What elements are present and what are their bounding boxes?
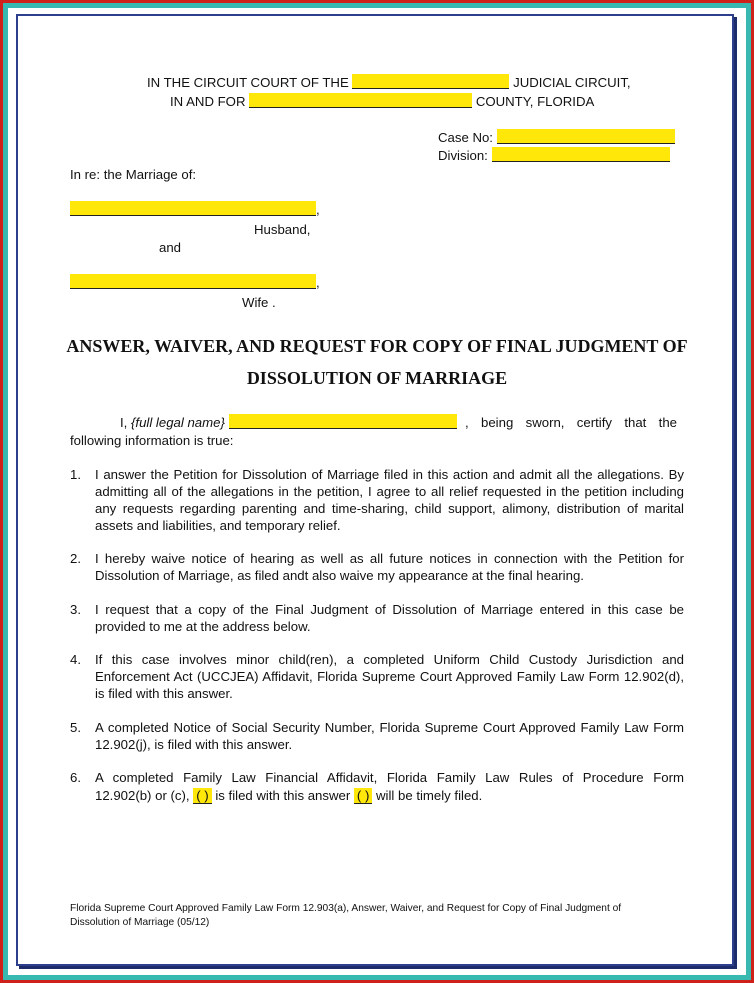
husband-name-field[interactable]: [70, 201, 316, 216]
county-field[interactable]: [249, 93, 472, 108]
item-1-text: I answer the Petition for Dissolution of Marriage filed in this action and admit all the allegations. By admitting all of the allegations in the petition, I agree to all relief requested in the petition including any requests regarding parenting and time-sharing, child support, alimony, distribution of marital assets and liabilities, and temporary relief.: [95, 467, 684, 533]
division-field[interactable]: [492, 147, 670, 162]
document-title-line1: ANSWER, WAIVER, AND REQUEST FOR COPY OF FINAL JUDGMENT OF: [66, 336, 688, 356]
court-header-text: IN THE CIRCUIT COURT OF THE: [147, 75, 349, 90]
division-label: Division:: [438, 148, 488, 163]
document-title-line2: DISSOLUTION OF MARRIAGE: [246, 368, 508, 388]
judicial-circuit-field[interactable]: [352, 74, 509, 89]
case-no-field[interactable]: [497, 129, 675, 144]
filed-now-checkbox[interactable]: ( ): [193, 788, 211, 804]
intro-prefix-group: [120, 414, 457, 431]
item-2-text: I hereby waive notice of hearing as well as all future notices in connection with the Petition for Dissolution of Marriage, as filed andt also waive my appearance at the final hearing.: [95, 551, 684, 583]
item-4-text: If this case involves minor child(ren), a completed Uniform Child Custody Jurisdiction and Enforcement Act (UCCJEA) Affidavit, Florida Supreme Court Approved Family Law Form 12.902(d), is filed with this answer.: [95, 652, 684, 701]
form-footer: [70, 902, 690, 930]
item-4-number: 4.: [70, 652, 81, 667]
item-6-number: 6.: [70, 770, 81, 785]
in-re-label: In re: the Marriage of:: [70, 167, 197, 182]
item-1-number: 1.: [70, 467, 81, 482]
intro-line2: following information is true:: [70, 433, 234, 448]
item-6-text-line2: [95, 787, 482, 804]
footer-line2: Dissolution of Marriage (05/12): [70, 917, 210, 928]
wife-row: [70, 274, 320, 291]
wife-name-field[interactable]: [70, 274, 316, 289]
item-5-number: 5.: [70, 720, 81, 735]
full-legal-name-placeholder: {full legal name}: [131, 415, 225, 430]
item-2-number: 2.: [70, 551, 81, 566]
intro-certify-text: , being sworn, certify that the: [465, 415, 677, 430]
item-6-timely-text: will be timely filed.: [376, 788, 483, 803]
division-row: [438, 147, 670, 164]
timely-filed-checkbox[interactable]: ( ): [354, 788, 372, 804]
footer-line1: Florida Supreme Court Approved Family Law Form 12.903(a), Answer, Waiver, and Request for Copy of Final Judgment of: [70, 903, 622, 914]
court-header-line1: [147, 74, 631, 91]
item-3-text: I request that a copy of the Final Judgment of Dissolution of Marriage entered in this case be provided to me at the address below.: [95, 602, 684, 634]
husband-label: Husband,: [254, 222, 311, 237]
wife-label: Wife .: [242, 295, 276, 310]
county-florida-label: COUNTY, FLORIDA: [475, 94, 595, 109]
intro-prefix: I,: [120, 415, 128, 430]
husband-comma: ,: [316, 202, 320, 217]
item-6-filed-text: is filed with this answer: [215, 788, 351, 803]
case-no-row: [438, 129, 675, 146]
judicial-circuit-label: JUDICIAL CIRCUIT,: [513, 75, 631, 90]
item-6-form-ref: 12.902(b) or (c),: [95, 788, 190, 803]
case-no-label: Case No:: [438, 130, 493, 145]
full-legal-name-field[interactable]: [229, 414, 457, 429]
wife-comma: ,: [316, 275, 320, 290]
court-header-line2: [170, 93, 594, 110]
and-label: and: [159, 240, 182, 255]
item-5-text: A completed Notice of Social Security Number, Florida Supreme Court Approved Family Law Form 12.902(j), is filed with this answer.: [95, 720, 684, 752]
in-and-for-label: IN AND FOR: [170, 94, 246, 109]
item-6-text-line1: A completed Family Law Financial Affidavit, Florida Family Law Rules of Procedure Form: [95, 770, 684, 785]
husband-row: [70, 201, 320, 218]
item-3-number: 3.: [70, 602, 81, 617]
